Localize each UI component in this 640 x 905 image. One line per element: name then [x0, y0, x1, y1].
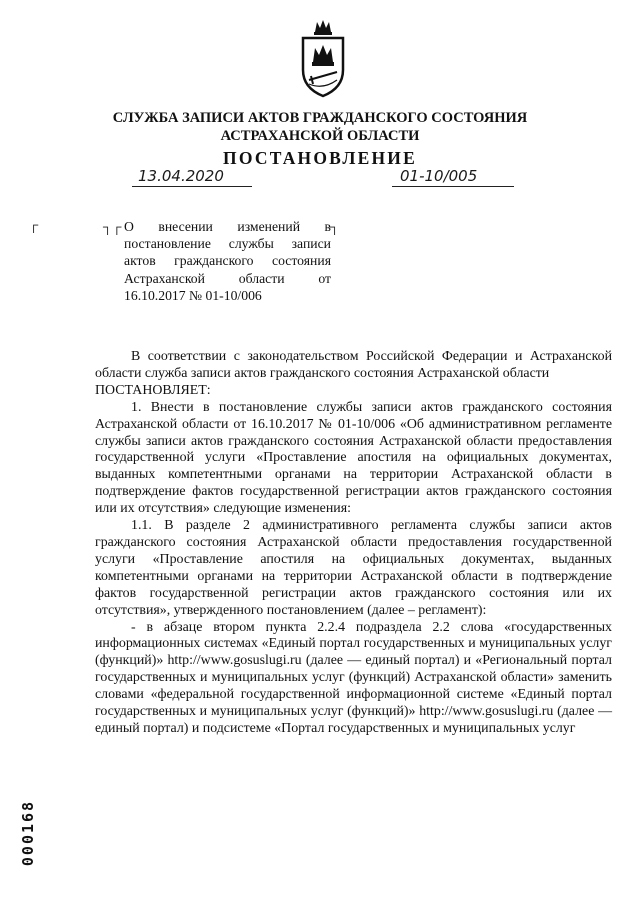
serial-number-stamp — [10, 798, 46, 868]
left-margin-corner-mark: ┌ — [29, 217, 39, 232]
subject-corner-left: ┐┌ — [103, 219, 122, 234]
organization-name-line1: СЛУЖБА ЗАПИСИ АКТОВ ГРАЖДАНСКОГО СОСТОЯНИЯ — [112, 110, 528, 126]
preamble-paragraph: В соответствии с законодательством Российской Федерации и Астраханской области служба записи актов гражданского состояния Астраханской области — [95, 349, 612, 381]
date-underline — [132, 186, 252, 187]
number-underline — [392, 186, 514, 187]
document-number: 01-10/005 — [400, 167, 478, 185]
item-1-paragraph: 1. Внести в постановление службы записи актов гражданского состояния Астраханской области от 16.10.2017 № 01-10/006 «Об административном регламенте службы записи актов гражданского состояния Астраханской области предоставления государственной услуги «Проставление апостиля на официальных документах, выданных компетентными органами на территории Астраханской области в подтверждение фактов государственной регистрации актов гражданского состояния или их отсутствия» следующие изменения: — [95, 399, 612, 517]
organization-name-line2: АСТРАХАНСКОЙ ОБЛАСТИ — [220, 128, 420, 144]
document-body — [95, 349, 612, 738]
document-date: 13.04.2020 — [138, 167, 224, 185]
resolves-heading: ПОСТАНОВЛЯЕТ: — [95, 382, 211, 398]
item-1-1-amendment-paragraph: - в абзаце втором пункта 2.2.4 подраздела 2.2 слова «государственных информационных системах «Единый портал государственных и муниципальных услуг (функций)» http://www.gosuslugi.ru (далее — единый портал) и «Региональный портал государственных и муниципальных услуг (функций) Астраханской области» заменить словами «федеральной государственной информационной системе «Единый портал государственных и муниципальных услуг (функций)» http://www.gosuslugi.ru (далее — единый портал) и подсистеме «Портал государственных и муниципальных услуг — [95, 619, 612, 736]
serial-number: 000168 — [19, 799, 37, 867]
coat-of-arms-icon — [297, 18, 349, 100]
item-1-1-paragraph: 1.1. В разделе 2 административного регламента службы записи актов гражданского состояния Астраханской области предоставления государственной услуги «Проставление апостиля на официальных документах, выданных компетентными органами на территории Астраханской области в подтверждение фактов государственной регистрации актов гражданского состояния или их отсутствия», утвержденного постановлением (далее – регламент): — [95, 518, 612, 618]
subject-corner-right: ┐ — [330, 219, 340, 234]
document-subject: О внесении изменений в постановление службы записи актов гражданского состояния Астраханской области от 16.10.2017 № 01-10/006 — [124, 219, 331, 303]
document-type-title: ПОСТАНОВЛЕНИЕ — [223, 148, 417, 168]
